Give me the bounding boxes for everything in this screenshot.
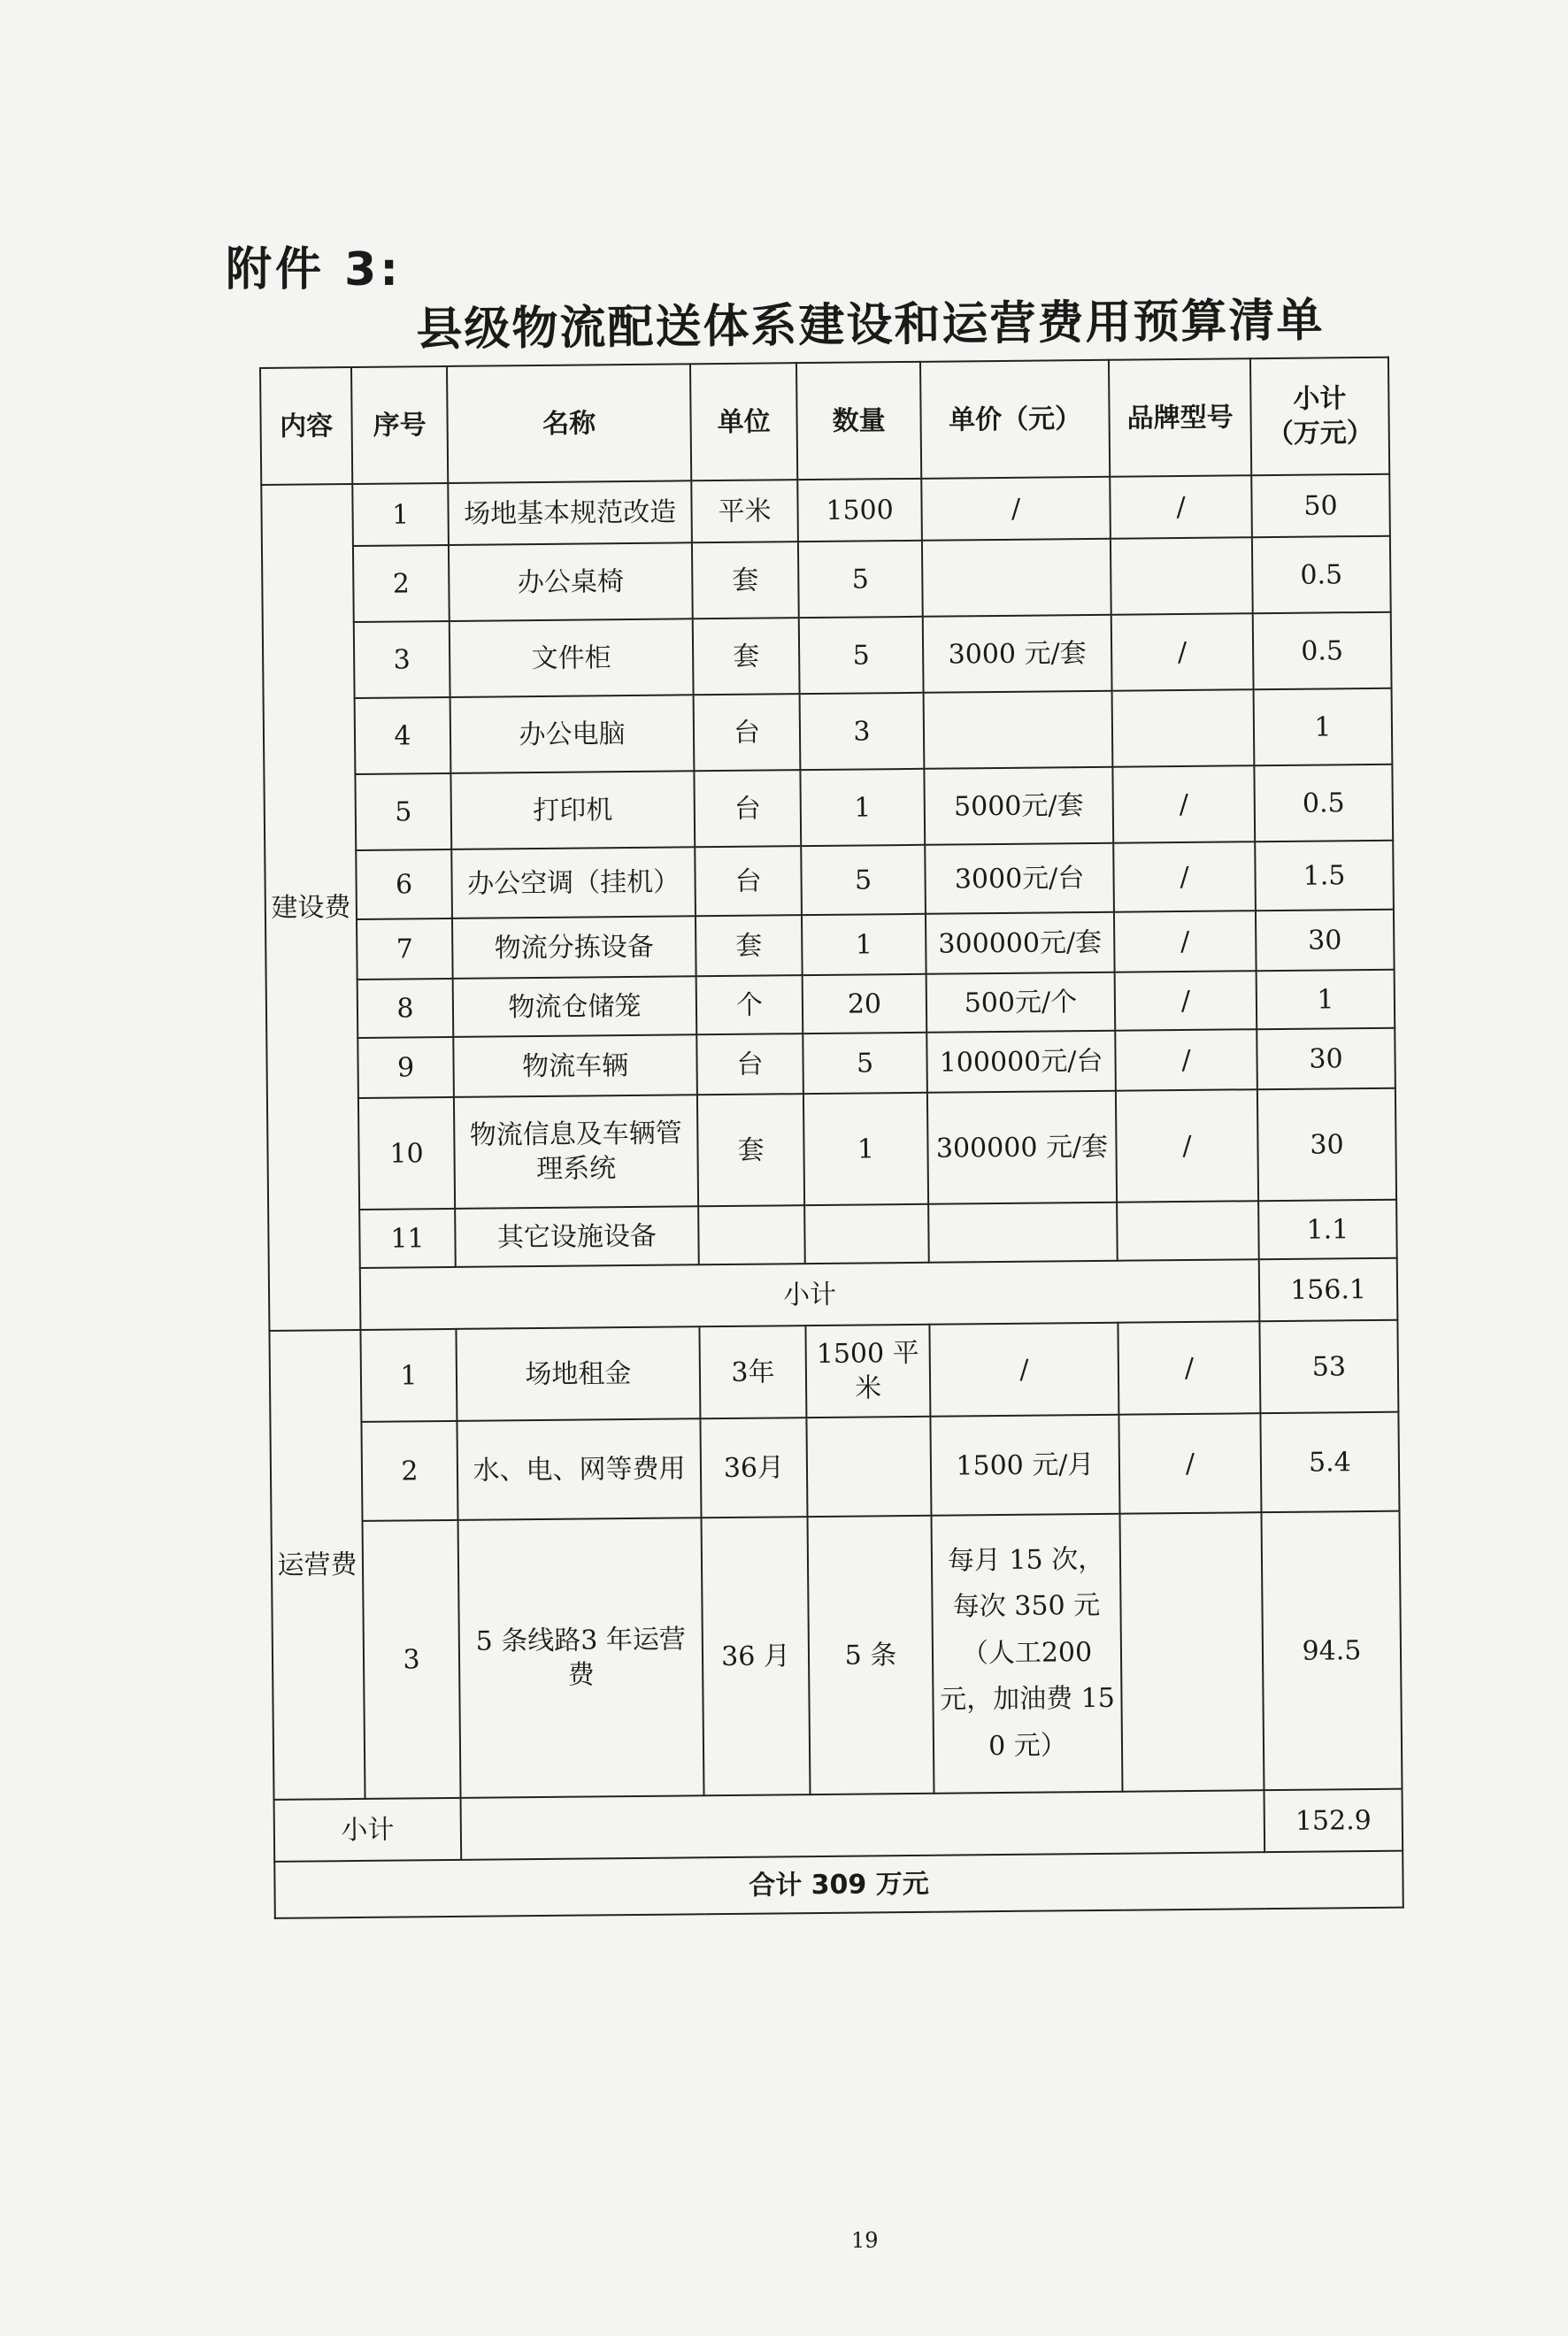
cell-qty: 20: [803, 974, 927, 1034]
cell-brand: /: [1118, 1413, 1261, 1514]
header-unit: 单位: [690, 363, 797, 480]
table-row: [261, 474, 1390, 547]
table-row: [264, 765, 1393, 851]
cell-brand: /: [1111, 613, 1254, 691]
cell-subtotal: 53: [1259, 1320, 1398, 1413]
cell-subtotal: 1: [1254, 688, 1393, 765]
header-brand: 品牌型号: [1109, 358, 1251, 477]
cell-brand: [1112, 689, 1255, 767]
cell-name: 物流仓储笼: [453, 976, 697, 1037]
cell-name: 5 条线路3 年运营费: [458, 1518, 704, 1798]
operation-subtotal-value: 152.9: [1264, 1789, 1403, 1852]
cell-brand: [1117, 1201, 1259, 1261]
cell-subtotal: 0.5: [1252, 536, 1391, 613]
cell-qty: [804, 1204, 929, 1264]
cell-seq: 9: [357, 1037, 454, 1098]
header-content: 内容: [260, 367, 352, 485]
cell-seq: 2: [353, 545, 450, 622]
cell-price: /: [921, 477, 1111, 541]
cell-subtotal: 30: [1257, 1088, 1396, 1201]
section-operation-label: 运营费: [269, 1330, 365, 1800]
cell-unit: 台: [694, 694, 801, 771]
table-row: [266, 1028, 1395, 1099]
page-number: 19: [851, 2228, 879, 2253]
cell-price: [922, 539, 1111, 617]
table-row: [269, 1320, 1398, 1423]
cell-seq: 6: [356, 849, 452, 919]
cell-price: 3000 元/套: [923, 615, 1112, 693]
cell-unit: 台: [695, 846, 802, 916]
cell-unit: 个: [696, 975, 803, 1034]
cell-subtotal: 30: [1257, 1028, 1395, 1089]
table-row: [267, 1088, 1396, 1210]
cell-brand: /: [1115, 971, 1257, 1031]
cell-name: 场地租金: [456, 1326, 700, 1421]
cell-brand: [1119, 1512, 1264, 1792]
cell-unit: 36月: [700, 1418, 807, 1518]
cell-name: 物流信息及车辆管理系统: [454, 1095, 698, 1209]
cell-name: 物流车辆: [453, 1034, 697, 1097]
cell-unit: 3年: [699, 1326, 806, 1418]
cell-subtotal: 1: [1257, 970, 1395, 1029]
cell-subtotal: 1.5: [1255, 841, 1394, 911]
cell-brand: /: [1114, 911, 1257, 972]
construction-subtotal-row: [269, 1258, 1398, 1331]
table-row: [265, 910, 1395, 980]
header-name: 名称: [447, 364, 691, 483]
cell-brand: /: [1110, 475, 1252, 539]
grand-total-row: [274, 1851, 1403, 1918]
cell-subtotal: 1.1: [1258, 1200, 1397, 1259]
operation-subtotal-row: [274, 1789, 1403, 1862]
cell-price: 500元/个: [926, 972, 1116, 1033]
section-construction-label: 建设费: [261, 484, 360, 1331]
cell-qty: 1: [802, 914, 926, 975]
cell-brand: /: [1113, 841, 1256, 912]
cell-name: 文件柜: [450, 619, 694, 697]
cell-price: 3000元/台: [925, 843, 1114, 914]
header-seq: 序号: [351, 366, 448, 484]
table-row: [272, 1511, 1403, 1800]
cell-name: 办公桌椅: [449, 542, 693, 621]
cell-qty: 5: [798, 541, 923, 618]
cell-seq: 8: [357, 979, 454, 1038]
budget-table-wrapper: [259, 357, 1403, 1919]
cell-seq: 3: [363, 1520, 461, 1799]
cell-price: /: [929, 1323, 1118, 1417]
attachment-label: 附件 3:: [226, 243, 403, 296]
cell-subtotal: 5.4: [1260, 1412, 1399, 1512]
cell-seq: 3: [354, 621, 450, 698]
cell-unit: 套: [692, 542, 799, 619]
table-row: [264, 688, 1393, 775]
operation-subtotal-empty: [461, 1790, 1265, 1860]
header-subtotal-line2: （万元）: [1266, 417, 1373, 450]
header-subtotal: [1250, 357, 1389, 475]
cell-brand: /: [1115, 1029, 1257, 1091]
cell-price: 100000元/台: [926, 1031, 1116, 1093]
cell-name: 打印机: [450, 771, 695, 849]
table-row: [263, 612, 1392, 699]
cell-qty: 5: [801, 845, 926, 915]
cell-qty: 5: [803, 1033, 927, 1094]
budget-table: [259, 357, 1404, 1919]
cell-price: 1500 元/月: [930, 1415, 1119, 1516]
cell-qty: 1: [800, 769, 925, 846]
grand-total: 合计 309 万元: [274, 1851, 1403, 1918]
cell-subtotal: 0.5: [1254, 765, 1393, 841]
cell-seq: 1: [352, 483, 449, 546]
cell-qty: 3: [800, 693, 925, 770]
cell-unit: 台: [694, 770, 801, 847]
cell-price: [924, 691, 1113, 769]
cell-seq: 5: [355, 773, 451, 850]
cell-price: 300000 元/套: [927, 1091, 1117, 1204]
cell-seq: 10: [358, 1097, 455, 1210]
document-title: 县级物流配送体系建设和运营费用预算清单: [416, 294, 1325, 357]
cell-name: 水、电、网等费用: [457, 1418, 701, 1520]
cell-name: 办公空调（挂机）: [451, 847, 696, 918]
cell-subtotal: 50: [1251, 474, 1390, 537]
cell-price: 5000元/套: [924, 767, 1113, 845]
cell-seq: 11: [359, 1209, 456, 1268]
cell-name: 物流分拣设备: [452, 916, 696, 979]
header-row: [260, 357, 1389, 485]
cell-unit: 台: [696, 1034, 803, 1095]
cell-seq: 1: [360, 1329, 457, 1422]
table-row: [262, 536, 1391, 623]
construction-subtotal-value: 156.1: [1259, 1258, 1398, 1321]
cell-qty: 1: [803, 1093, 928, 1205]
table-row: [268, 1200, 1397, 1269]
cell-unit: 36 月: [702, 1517, 811, 1795]
cell-unit: 平米: [691, 480, 798, 542]
cell-seq: 2: [361, 1421, 457, 1521]
cell-brand: [1111, 537, 1253, 615]
cell-price: [928, 1203, 1118, 1263]
header-price: 单价（元）: [920, 360, 1110, 479]
cell-price: 每月 15 次，每次 350 元（人工200 元，加油费 150 元）: [931, 1514, 1122, 1794]
cell-subtotal: 94.5: [1261, 1511, 1402, 1790]
cell-qty: [806, 1417, 931, 1517]
cell-qty: 5: [799, 617, 924, 694]
header-subtotal-line1: 小计: [1293, 383, 1347, 415]
cell-unit: 套: [696, 915, 803, 976]
cell-qty: 1500: [797, 479, 922, 542]
cell-brand: /: [1112, 765, 1255, 843]
cell-price: 300000元/套: [926, 912, 1115, 974]
cell-seq: 7: [357, 918, 453, 980]
cell-name: 其它设施设备: [455, 1206, 699, 1267]
cell-brand: /: [1118, 1321, 1260, 1415]
construction-subtotal-label: 小计: [360, 1259, 1260, 1330]
cell-seq: 4: [355, 697, 451, 774]
cell-qty: 5 条: [807, 1516, 934, 1794]
table-row: [265, 841, 1394, 920]
cell-unit: 套: [693, 618, 800, 695]
table-row: [266, 970, 1395, 1039]
cell-name: 办公电脑: [450, 695, 695, 773]
cell-name: 场地基本规范改造: [448, 480, 692, 545]
cell-subtotal: 0.5: [1253, 612, 1392, 689]
cell-qty: 1500 平米: [805, 1325, 930, 1418]
cell-subtotal: 30: [1256, 910, 1395, 971]
cell-unit: [698, 1205, 805, 1264]
operation-subtotal-label: 小计: [274, 1798, 462, 1862]
cell-brand: /: [1116, 1089, 1258, 1203]
table-row: [270, 1412, 1399, 1522]
header-qty: 数量: [796, 362, 921, 480]
cell-unit: 套: [697, 1094, 804, 1206]
